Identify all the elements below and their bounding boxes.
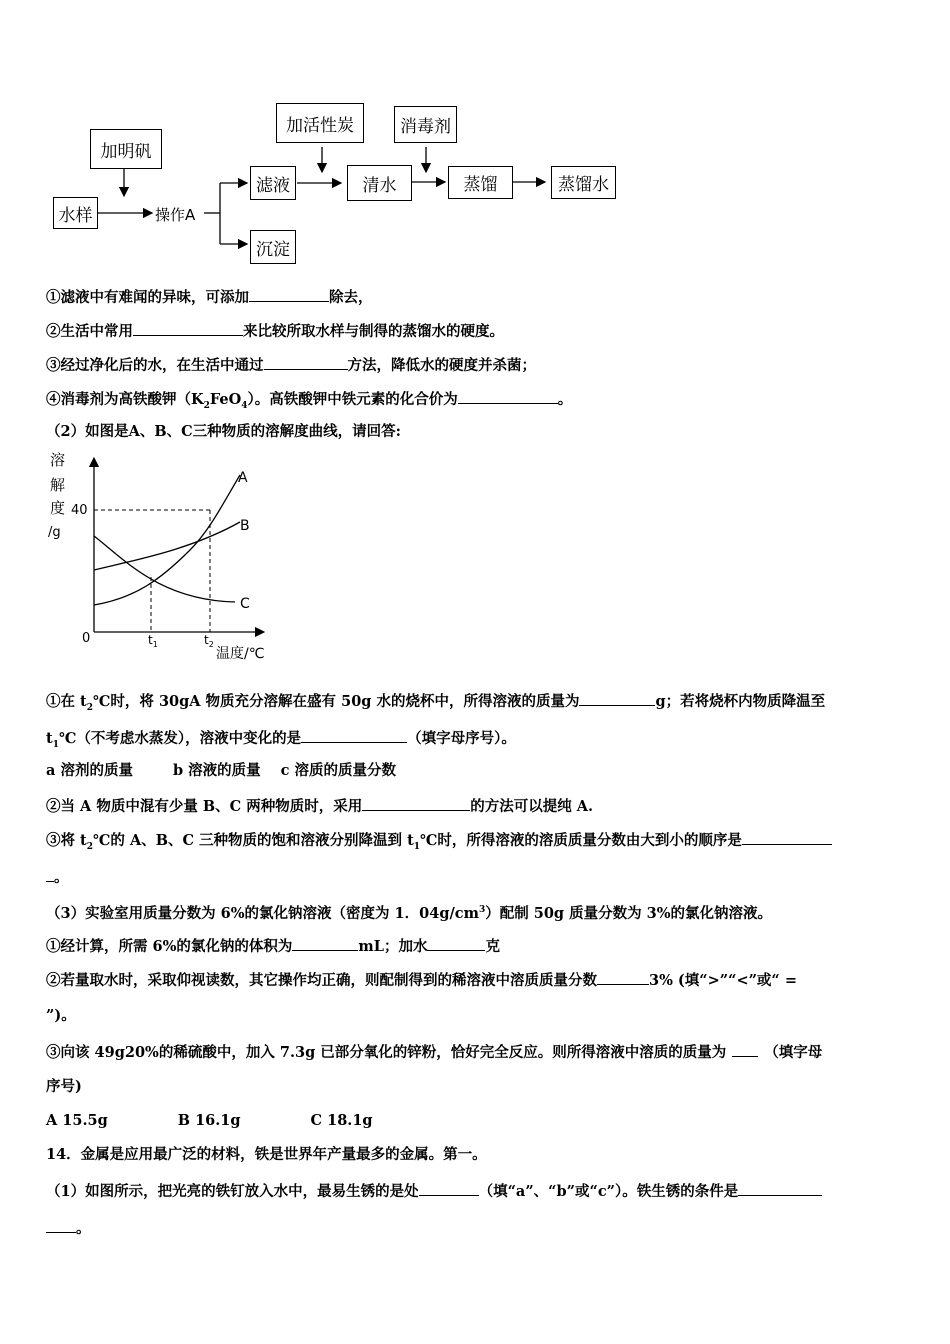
clear-water-box: 清水 [347,165,412,201]
answer-blank[interactable] [427,935,485,951]
water-sample-box: 水样 [53,197,98,229]
curve-b [94,522,240,570]
series-label-b: B [240,518,250,534]
distill-box: 蒸馏 [448,166,513,199]
q2-intro: （2）如图是A、B、C三种物质的溶解度曲线，请回答: [46,423,401,440]
q2-item-3: ③将 $t_2℃$的 A、B、C 三种物质的饱和溶液分别降温到 $t_1℃$时，所得溶液的溶质质量分数由大到小的顺序是 [46,829,832,857]
q3-item-1: ①经计算，所需 6%的氯化钠的体积为 mL；加水 克 [46,935,500,957]
q3-item-2: ②若量取水时，采取仰视读数，其它操作均正确，则配制得到的稀溶液中溶质质量分数 3% (填“>”“<”或“ = [46,969,797,991]
y-tick-40: 40 [71,503,88,518]
q3-item-3-end: 序号) [46,1078,82,1095]
q2-item-1-line-1: ①在 $t_2℃$时，将 30gA 物质充分溶解在盛有 50g 水的烧杯中，所得溶液的质量为 g；若将烧杯内物质降温至 [46,690,825,718]
q1-item-3: ③经过净化后的水，在生活中通过 方法，降低水的硬度并杀菌； [46,354,536,376]
ylabel-unit: /g [48,525,61,540]
curve-a [94,475,240,605]
distilled-water-box: 蒸馏水 [551,166,616,199]
add-alum-box: 加明矾 [90,129,162,169]
q1-item-2: ②生活中常用 来比较所取水样与制得的蒸馏水的硬度。 [46,320,504,342]
q3-intro: （3）实验室用质量分数为 6%的氯化钠溶液（密度为 1．$04g/cm^3$）配制 50g 质量分数为 3%的氯化钠溶液。 [46,904,773,922]
q2-item-1-line-2: $t_1℃$（不考虑水蒸发），溶液中变化的是 （填字母序号）。 [46,727,516,755]
q14-intro: 14．金属是应用最广泛的材料，铁是世界年产量最多的金属。第一。 [46,1146,487,1163]
answer-blank[interactable] [742,829,832,845]
ylabel-char-2: 解 [50,476,66,494]
answer-blank[interactable] [732,1041,758,1057]
water-purification-flowchart [0,0,950,280]
answer-blank[interactable] [249,286,329,302]
series-label-c: C [240,596,250,612]
precipitate-box: 沉淀 [250,230,296,264]
answer-blank[interactable] [597,969,649,985]
x-tick-t1: $t_1$ [148,633,158,649]
ylabel-char-1: 溶 [50,451,66,469]
filtrate-box: 滤液 [250,166,296,200]
answer-blank[interactable] [133,320,243,336]
xlabel: 温度/℃ [216,646,265,662]
answer-blank[interactable] [419,1180,479,1196]
curve-c [94,536,235,602]
q14-item-1: （1）如图所示，把光亮的铁钉放入水中，最易生锈的是处 （填“a”、“b”或“c”）。铁生锈的条件是 [46,1180,822,1202]
x-tick-t2: $t_2$ [204,633,214,649]
activated-carbon-box: 加活性炭 [276,103,364,143]
disinfectant-box: 消毒剂 [394,106,457,143]
answer-blank[interactable] [46,866,54,882]
series-label-a: A [238,470,248,486]
origin-label: 0 [82,631,91,646]
ylabel-char-3: 度 [50,499,66,517]
q1-item-1: ①滤液中有难闻的异味，可添加 除去， [46,286,373,308]
q1-item-4: ④消毒剂为高铁酸钾$(K_2FeO_4)$。高铁酸钾中铁元素的化合价为 。 [46,388,572,416]
answer-blank[interactable] [738,1180,822,1196]
answer-blank[interactable] [458,388,558,404]
q3-item-2-end: ”)。 [46,1007,76,1024]
q2-options: a 溶剂的质量 b 溶液的质量 c 溶质的质量分数 [46,762,397,779]
answer-blank[interactable] [301,727,407,743]
q3-item-3: ③向该 49g20%的稀硫酸中，加入 7.3g 已部分氧化的锌粉，恰好完全反应。则所得溶液中溶质的质量为 （填字母 [46,1041,822,1063]
answer-blank[interactable] [579,690,655,706]
q2-item-3-end: 。 [46,866,69,888]
q3-options: A 15.5g B 16.1g C 18.1g [46,1112,373,1129]
answer-blank[interactable] [362,795,470,811]
operation-a-label: 操作A [155,206,196,224]
answer-blank[interactable] [46,1217,76,1233]
q2-item-2: ②当 A 物质中混有少量 B、C 两种物质时，采用 的方法可以提纯 A. [46,795,593,817]
answer-blank[interactable] [264,354,348,370]
q14-item-1-end: 。 [46,1217,91,1239]
solubility-curve-chart [40,450,290,670]
answer-blank[interactable] [292,935,358,951]
